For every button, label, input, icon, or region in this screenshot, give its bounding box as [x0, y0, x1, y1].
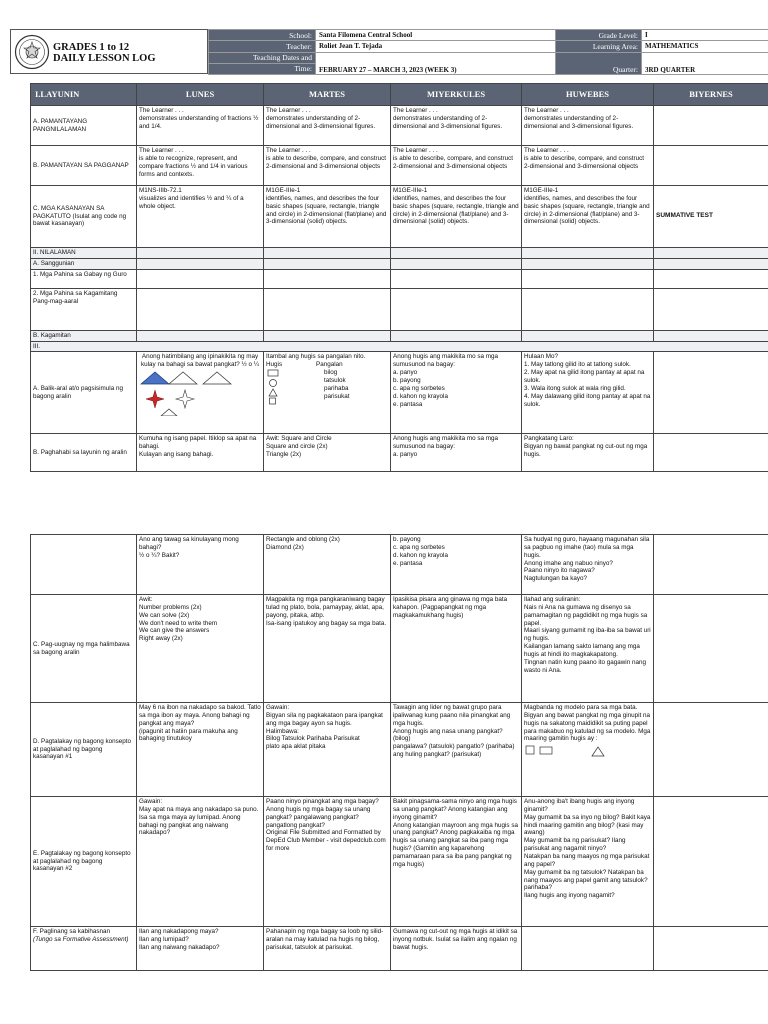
cell-biyernes [654, 146, 768, 186]
row-label: B. PAMANTAYAN SA PAGGANAP [31, 146, 137, 186]
cell-biyernes [654, 703, 768, 797]
cell-martes: Rectangle and oblong (2x) Diamond (2x) [264, 535, 391, 595]
cell-huwebes: The Learner . . . is able to describe, compare, and construct 2-dimensional and 3-dimensional objects [522, 146, 654, 186]
cell-huwebes-text: Magbanda ng modelo para sa mga bata. Bigyan ang bawat pangkat ng mga ginupit na hugis na sakatong maididikit sa puting papel para makabuo ng katulad ng sa modelo. Mga maaring gamitin hugis ay : [524, 704, 651, 743]
cell-miyerkules: b. payong c. apa ng sorbetes d. kahon ng krayola e. pantasa [391, 535, 522, 595]
teacher-value: Roliet Jean T. Tejada [316, 41, 556, 52]
cell-biyernes [654, 927, 768, 971]
shape-icons-column [266, 369, 280, 405]
cell-lunes: Kumuha ng isang papel. Itiklop sa apat na bahagi. Kulayan ang isang bahagi. [137, 434, 264, 472]
cell-huwebes: Sa hudyat ng guro, hayaang magunahan sila sa pagbuo ng imahe (tao) mula sa mga hugis. Anong imahe ang nabuo ninyo? Paano ninyo ito nagawa? Nagtulungan ba kayo? [522, 535, 654, 595]
area-value: MATHEMATICS [642, 41, 768, 52]
cell-lunes: The Learner . . . demonstrates understanding of fractions ½ and 1/4. [137, 106, 264, 146]
triangle-shape [203, 372, 231, 384]
cell-lunes: M1NS-IIIb-72.1 visualizes and identifies ½ and ¼ of a whole object. [137, 186, 264, 248]
row-label [31, 535, 137, 595]
quarter-value: 3RD QUARTER [642, 52, 768, 75]
row-pagtalakay-2 [31, 797, 768, 927]
row-balik-aral [31, 352, 768, 434]
cell-biyernes [654, 434, 768, 472]
grade-value: I [642, 30, 768, 41]
row-gabay-ng-guro [31, 269, 768, 288]
lesson-log-table-part2 [30, 534, 768, 971]
cell-lunes: Awit: Number problems (2x) We can solve (2x) We don't need to write them We can give the answers Right away (2x) [137, 595, 264, 703]
cell-huwebes: Pangkatang Laro: Bigyan ng bawat pangkat ng cut-out ng mga hugis. [522, 434, 654, 472]
deped-logo-box [10, 29, 208, 74]
cell-martes: Magpakita ng mga pangkaraniwang bagay tulad ng plato, bola, pamaypay, aklat, apa, payong, pitaka, atbp. Isa-isang ipatukoy ang bagay sa mga bata. [264, 595, 391, 703]
cell-lunes [137, 352, 264, 434]
cell-martes: Pahanapin ng mga bagay sa loob ng silid-aralan na may katulad na hugis ng bilog, parisukat, tatsulok at parisukat. [264, 927, 391, 971]
cell-huwebes: Ilahad ang suliranin: Nais ni Ana na gumawa ng disenyo sa pamamagitan ng pagdidikit ng mga hugis sa papel. Maari siyang gumamit ng iba-iba sa bawat uri ng hugis. Kailangan lamang sakto lamang ang mga hugis at hindi ito magkakapatong. Tingnan natin kung paano ito gagawin nang wasto ni Ana. [522, 595, 654, 703]
row-pamamaraan [31, 341, 768, 352]
square-icon [270, 398, 276, 404]
shaded-triangle-shape [141, 372, 169, 384]
cell-miyerkules: Anong hugis ang makikita mo sa mga sumusunod na bagay: a. panyo [391, 434, 522, 472]
header-info-table [208, 29, 768, 75]
area-label: Learning Area: [556, 41, 642, 52]
deped-seal-icon [14, 34, 50, 70]
teacher-label: Teacher: [209, 41, 316, 52]
cell-lunes: May 6 na ibon na nakadapo sa bakod. Tatlo sa mga ibon ay maya. Anong bahagi ng pangkat ang maya? (ipagunit at hatiin para makuha ang bahaging tinutukoy [137, 703, 264, 797]
star-shape-red [146, 390, 164, 408]
cell-miyerkules: Ipasikisa pisara ang ginawa ng mga bata kahapon. (Pagpapangkat ng mga magkakamukhang hugis) [391, 595, 522, 703]
row-label: E. Pagtalakay ng bagong konsepto at paglalahad ng bagong kasanayan #2 [31, 797, 137, 927]
rectangle-icon [268, 370, 278, 376]
shape-name: bilog [324, 369, 338, 377]
cell-lunes-text: Anong hatimbilang ang ipinakikita ng may kulay na bahagi sa bawat pangkat? ½ o ¼ [141, 353, 259, 369]
cell-martes-intro: Itambal ang hugis sa pangalan nito. [266, 353, 366, 361]
row-label-subtitle: (Tungo sa Formative Assessment) [33, 935, 129, 943]
row-sanggunian [31, 258, 768, 269]
row-label: B. Paghahabi sa layunin ng aralin [31, 434, 137, 472]
row-pamantayang-pangnilalaman [31, 106, 768, 146]
hugis-header: Hugis [266, 361, 283, 369]
cell-biyernes [654, 106, 768, 146]
quarter-label: Quarter: [556, 52, 642, 75]
dates-label-1: Teaching Dates and [209, 52, 316, 63]
rectangle-icon [540, 747, 552, 754]
row-pamantayan-sa-pagganap [31, 146, 768, 186]
cell-martes: Gawain: Bigyan sila ng pagkakataon para ipangkat ang mga bagay ayon sa hugis. Halimbawa: Bilog Tatsulok Parihaba Parisukat plato apa aklat pitaka [264, 703, 391, 797]
cell-biyernes [654, 535, 768, 595]
dll-header [10, 29, 768, 74]
cell-miyerkules: M1GE-IIIe-1 identifies, names, and describes the four basic shapes (square, rectangle, triangle and circle) in 2-dimensional (flat/plane) and 3-dimensional (solid) objects. [391, 186, 522, 248]
row-label-title: F. Paglinang sa kabihasnan [33, 928, 111, 935]
col-header-martes: MARTES [264, 84, 391, 106]
grade-label: Grade Level: [556, 30, 642, 41]
row-pagtalakay-1 [31, 703, 768, 797]
triangle-shape [169, 372, 197, 384]
school-label: School: [209, 30, 316, 41]
row-label: 1. Mga Pahina sa Gabay ng Guro [31, 269, 137, 288]
cell-martes [264, 352, 391, 434]
triangle-icon [592, 747, 604, 756]
row-kasanayan-sa-pagkatuto [31, 186, 768, 248]
cell-martes: M1GE-IIIe-1 identifies, names, and describes the four basic shapes (square, rectangle, triangle and circle) in 2-dimensional (flat/plane) and 3-dimensional (solid) objects. [264, 186, 391, 248]
cell-miyerkules: Gumawa ng cut-out ng mga hugis at idikit sa inyong notbuk. Isulat sa ilalim ang ngalan ng bawat hugis. [391, 927, 522, 971]
cell-miyerkules: The Learner . . . demonstrates understanding of 2-dimensional and 3-dimensional figures. [391, 106, 522, 146]
cell-biyernes: SUMMATIVE TEST [654, 186, 768, 248]
cell-miyerkules: The Learner . . . is able to describe, compare, and construct 2-dimensional and 3-dimensional objects [391, 146, 522, 186]
square-icon [526, 746, 534, 754]
cell-martes: The Learner . . . is able to describe, compare, and construct 2-dimensional and 3-dimensional objects [264, 146, 391, 186]
school-value: Santa Filomena Central School [316, 30, 556, 41]
row-label: D. Pagtalakay ng bagong konsepto at paglalahad ng bagong kasanayan #1 [31, 703, 137, 797]
cell-martes: Paano ninyo pinangkat ang mga bagay? Anong hugis ng mga bagay sa unang pangkat? pangalawang pangkat? pangatlong pangkat? Original File Submitted and Formatted by DepEd Club Member - visit depedclub.com for more [264, 797, 391, 927]
row-paghahabi [31, 434, 768, 472]
logo-title-line1: GRADES 1 to 12 [53, 42, 130, 53]
cell-huwebes: M1GE-IIIe-1 identifies, names, and describes the four basic shapes (square, rectangle, triangle and circle) in 2-dimensional (flat/plane) and 3-dimensional (solid) objects. [522, 186, 654, 248]
cell-lunes: Ilan ang nakadapong maya? Ilan ang lumipad? Ilan ang naiwang nakadapo? [137, 927, 264, 971]
col-header-layunin: I.LAYUNIN [31, 84, 137, 106]
cell-miyerkules: Tawagin ang lider ng bawat grupo para ipaliwanag kung paano nila pinangkat ang mga hugis. Anong hugis ang nasa unang pangkat?(bilog) pangalawa? (tatsulok) pangatlo? (parihaba) ang huling pangkat? (parisukat) [391, 703, 522, 797]
star-shape [176, 390, 194, 408]
circle-icon [270, 380, 277, 387]
row-nilalaman [31, 248, 768, 259]
dates-value: FEBRUARY 27 – MARCH 3, 2023 (WEEK 3) [316, 52, 556, 75]
row-label: A. PAMANTAYANG PANGNILALAMAN [31, 106, 137, 146]
row-label: A. Balik-aral at/o pagsisimula ng bagong aralin [31, 352, 137, 434]
cell-huwebes [522, 703, 654, 797]
cell-lunes: The Learner . . . is able to recognize, represent, and compare fractions ½ and 1/4 in various forms and contexts. [137, 146, 264, 186]
cell-biyernes [654, 797, 768, 927]
row-kagamitan [31, 330, 768, 341]
lesson-log-table-part1 [30, 83, 768, 472]
shape-name: parihaba [324, 384, 349, 392]
row-label: C. MGA KASANAYAN SA PAGKATUTO (Isulat ang code ng bawat kasanayan) [31, 186, 137, 248]
cell-huwebes: The Learner . . . demonstrates understanding of 2-dimensional and 3-dimensional figures. [522, 106, 654, 146]
cell-lunes: Ano ang tawag sa kinulayang mong bahagi? ½ o ¼? Bakit? [137, 535, 264, 595]
row-paghahabi-continued [31, 535, 768, 595]
cell-huwebes: Anu-anong iba't ibang hugis ang inyong ginamit? May gumamit ba sa inyo ng bilog? Bakit kaya hindi maaring gamitin ang bilog? (kasi may awang) May gumamit ba ng parisukat? Ilang parisukat ang nagamit ninyo? Natakpan ba nang maayos ng mga parisukat ang papel? May gumamit ba ng tatsulok? Natakpan ba nang maayos ang papel gamit ang tatsulok? parihaba? Ilang hugis ang inyong nagamit? [522, 797, 654, 927]
row-label: II. NILALAMAN [31, 248, 137, 259]
cell-miyerkules: Anong hugis ang makikita mo sa mga sumusunod na bagay: a. panyo b. payong c. apa ng sorbetes d. kahon ng krayola e. pantasa [391, 352, 522, 434]
row-paglinang [31, 927, 768, 971]
logo-title-line2: DAILY LESSON LOG [53, 53, 156, 64]
row-label [31, 927, 137, 971]
cell-miyerkules: Bakit pinagsama-sama ninyo ang mga hugis sa unang pangkat? Anong katangian ang inyong ginamit? Anong katangian mayroon ang mga hugis sa unang pangkat? Anong pagkakaiba ng mga hugis sa unang pangkat sa iba pang mga hugis? (Gamitin ang kaparehong pamamaraan para sa iba pang pangkat ng mga hugis) [391, 797, 522, 927]
cell-huwebes: Hulaan Mo? 1. May tatlong gilid ito at tatlong sulok. 2. May apat na gilid itong pantay at apat na sulok. 3. Wala itong sulok at wala ring gilid. 4. May dalawang gilid itong pantay at apat na sulok. [522, 352, 654, 434]
row-label: III. [31, 341, 768, 352]
cell-huwebes [522, 927, 654, 971]
cell-martes: Awit: Square and Circle Square and circle (2x) Triangle (2x) [264, 434, 391, 472]
row-pag-uugnay [31, 595, 768, 703]
cell-biyernes [654, 595, 768, 703]
col-header-huwebes: HUWEBES [522, 84, 654, 106]
triangle-icon [269, 389, 277, 396]
cell-martes: The Learner . . . demonstrates understanding of 2-dimensional and 3-dimensional figures. [264, 106, 391, 146]
fraction-shapes-figure [139, 370, 261, 416]
pangalan-header: Pangalan [316, 361, 343, 369]
col-header-biyernes: BIYERNES [654, 84, 768, 106]
row-label: C. Pag-uugnay ng mga halimbawa sa bagong aralin [31, 595, 137, 703]
dates-label-2: Time: [209, 63, 316, 74]
model-shapes-figure [524, 743, 624, 757]
col-header-miyerkules: MIYERKULES [391, 84, 522, 106]
shape-name: tatsulok [324, 377, 346, 385]
cell-biyernes [654, 352, 768, 434]
row-label: A. Sanggunian [31, 258, 137, 269]
col-header-lunes: LUNES [137, 84, 264, 106]
triangle-shape [161, 409, 177, 416]
column-header-row [31, 84, 768, 106]
row-kagamitang-pang-mag-aaral [31, 288, 768, 330]
cell-lunes: Gawain: May apat na maya ang nakadapo sa puno. Isa sa mga maya ay lumipad. Anong bahagi ng pangkat ang naiwang nakadapo? [137, 797, 264, 927]
row-label: 2. Mga Pahina sa Kagamitang Pang-mag-aaral [31, 288, 137, 330]
shape-name: parisukat [324, 392, 350, 400]
row-label: B. Kagamitan [31, 330, 137, 341]
